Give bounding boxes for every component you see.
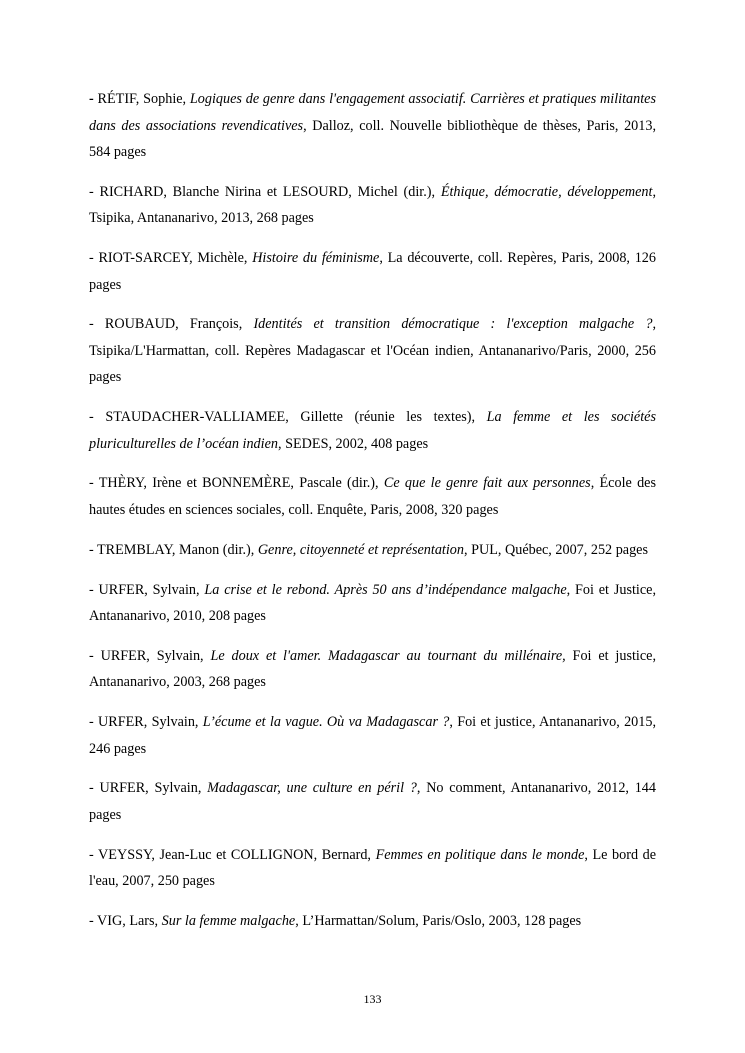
bibliography-entry [89, 537, 656, 564]
entry-author: - URFER, Sylvain, [89, 581, 205, 598]
entry-title: Madagascar, une culture en péril ? [207, 780, 417, 797]
entry-title: Sur la femme malgache [161, 913, 296, 930]
bibliography-page [89, 86, 656, 948]
entry-publication: , No comment, Antananarivo, 2012, 144 pages [89, 780, 656, 823]
entry-author: RÉTIF, Sophie, [97, 91, 190, 107]
entry-publication: , École des hautes études en sciences sociales, coll. Enquête, Paris, 2008, 320 pages [89, 475, 656, 518]
entry-dash: - [89, 91, 98, 107]
bibliography-entry [89, 179, 656, 232]
entry-publication: , L’Harmattan/Solum, Paris/Oslo, 2003, 128 pages [295, 913, 582, 930]
entry-publication: , SEDES, 2002, 408 pages [278, 435, 429, 452]
entry-author: - THÈRY, Irène et BONNEMÈRE, Pascale (dir.), [89, 475, 384, 492]
entry-title: Femmes en politique dans le monde [375, 846, 585, 863]
entry-title: Genre, citoyenneté et représentation [257, 541, 464, 558]
bibliography-entry [89, 311, 656, 391]
entry-author: - URFER, Sylvain, [89, 780, 208, 797]
bibliography-entry [89, 577, 656, 630]
entry-publication: , Foi et justice, Antananarivo, 2015, 246 pages [89, 714, 656, 757]
entry-author: - URFER, Sylvain, [89, 714, 203, 731]
entry-author: - TREMBLAY, Manon (dir.), [89, 541, 258, 558]
entry-author: - ROUBAUD, François, [89, 316, 254, 333]
entry-publication: Tsipika/L'Harmattan, coll. Repères Madagascar et l'Océan indien, Antananarivo/Paris, 2000, 256 pages [89, 342, 656, 386]
entry-author: - RIOT-SARCEY, Michèle, [89, 250, 253, 267]
bibliography-entry [89, 245, 656, 298]
entry-publication: , Dalloz, coll. Nouvelle bibliothèque de thèses, Paris, 2013, 584 pages [89, 117, 656, 160]
entry-author: - VIG, Lars, [89, 913, 162, 930]
bibliography-entry [89, 470, 656, 523]
bibliography-entry [89, 86, 656, 166]
entry-title: L’écume et la vague. Où va Madagascar ? [202, 714, 450, 731]
entry-title: Éthique, démocratie, développement [440, 183, 653, 200]
entry-author: - VEYSSY, Jean-Luc et COLLIGNON, Bernard, [89, 846, 376, 863]
entry-title: La crise et le rebond. Après 50 ans d’indépendance malgache [204, 581, 567, 598]
entry-publication: Foi et justice, Antananarivo, 2003, 268 pages [89, 647, 657, 691]
bibliography-entry [89, 908, 656, 935]
entry-title: La femme et les sociétés pluriculturelles de l’océan indien [89, 409, 656, 452]
entry-title: Ce que le genre fait aux personnes [383, 475, 591, 492]
bibliography-entry [89, 775, 656, 828]
entry-publication: , Tsipika, Antananarivo, 2013, 268 pages [89, 183, 656, 227]
entry-title: Le doux et l'amer. Madagascar au tournant du millénaire, [210, 647, 566, 664]
entry-publication: , Foi et Justice, Antananarivo, 2010, 208 pages [89, 581, 656, 625]
bibliography-entry [89, 643, 656, 696]
entry-title: Histoire du féminisme [252, 250, 380, 267]
entry-author: - STAUDACHER-VALLIAMEE, Gillette (réunie les textes), [89, 409, 487, 426]
entry-title: Identités et transition démocratique : l'exception malgache ?, [253, 316, 656, 333]
entry-publication: , PUL, Québec, 2007, 252 pages [463, 541, 648, 558]
entry-author: - URFER, Sylvain, [89, 647, 211, 664]
entry-title: Logiques de genre dans l'engagement associatif. Carrières et pratiques militantes dans des associations revendicatives [89, 91, 656, 134]
entry-publication: , La découverte, coll. Repères, Paris, 2008, 126 pages [89, 250, 656, 293]
page-number: 133 [363, 992, 382, 1006]
bibliography-entry [89, 842, 656, 895]
bibliography-entry [89, 709, 656, 762]
entry-author: - RICHARD, Blanche Nirina et LESOURD, Michel (dir.), [89, 183, 441, 200]
entry-publication: , Le bord de l'eau, 2007, 250 pages [89, 846, 657, 890]
bibliography-entry [89, 404, 656, 457]
